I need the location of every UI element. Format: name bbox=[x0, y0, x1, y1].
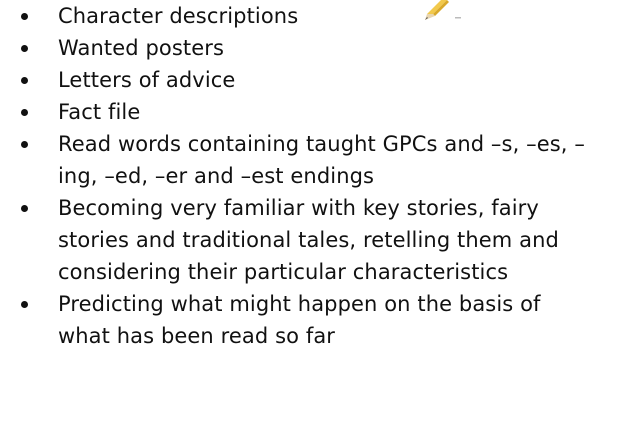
list-item bbox=[0, 192, 632, 288]
list-item bbox=[0, 96, 632, 128]
list-item-text: Letters of advice bbox=[58, 68, 236, 92]
list-item-text: Fact file bbox=[58, 100, 141, 124]
list-item-text: Becoming very familiar with key stories, fairy stories and traditional tales, retelling them and considering their particular characteristics bbox=[58, 196, 559, 284]
list-item-text: Read words containing taught GPCs and –s, –es, –ing, –ed, –er and –est endings bbox=[58, 132, 585, 188]
list-item-text: Character descriptions bbox=[58, 4, 299, 28]
list-item bbox=[0, 0, 632, 32]
list-item bbox=[0, 64, 632, 96]
list-item-text: Wanted posters bbox=[58, 36, 225, 60]
list-item bbox=[0, 288, 632, 352]
list-item-text: Predicting what might happen on the basis of what has been read so far bbox=[58, 292, 541, 348]
list-item bbox=[0, 128, 632, 192]
list-item bbox=[0, 32, 632, 64]
